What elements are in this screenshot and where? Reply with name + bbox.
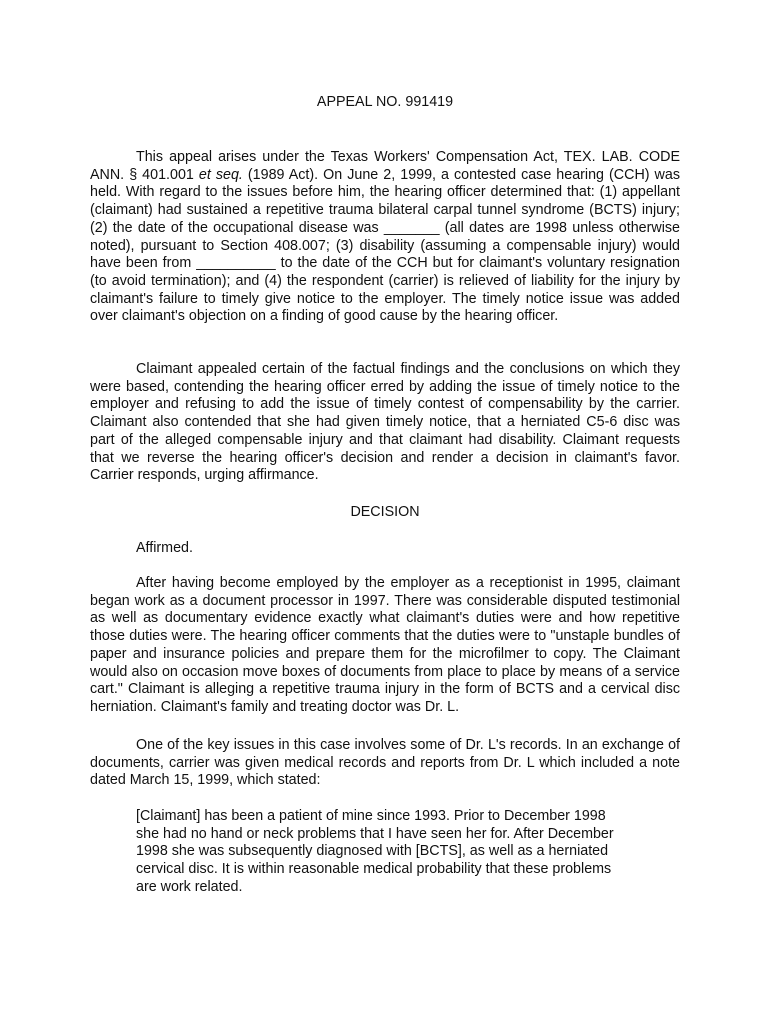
paragraph-employment-text: After having become employed by the employer as a receptionist in 1995, claimant began work as a document processor in 1997. There was considerable disputed testimonial as well as documentary evidence exactly what claimant's duties were and how repetitive those duties were. The hearing officer comments that the duties were to "unstaple bundles of paper and insurance policies and prepare them for the microfilmer to copy. The Claimant would also on occasion move boxes of documents from place to place by means of a service cart." Claimant is alleging a repetitive trauma injury in the form of BCTS and a cervical disc herniation. Claimant's family and treating doctor was Dr. L. <box>90 575 680 715</box>
block-quote <box>136 808 636 897</box>
quote-line: [Claimant] has been a patient of mine since 1993. Prior to December 1998 <box>136 808 606 824</box>
paragraph-records-text: One of the key issues in this case involves some of Dr. L's records. In an exchange of documents, carrier was given medical records and reports from Dr. L which included a note dated March 15, 1999, which stated: <box>90 737 680 789</box>
document-title: APPEAL NO. 991419 <box>316 94 454 110</box>
paragraph-records <box>90 737 680 790</box>
paragraph-intro <box>90 149 680 326</box>
quote-line: she had no hand or neck problems that I have seen her for. After December <box>136 825 614 842</box>
paragraph-employment <box>90 575 680 717</box>
paragraph-intro-italic: et seq. <box>198 166 243 183</box>
paragraph-appeal-text: Claimant appealed certain of the factual findings and the conclusions on which they were based, contending the hearing officer erred by adding the issue of timely notice to the employer and refusing to add the issue of timely contest of compensability by the carrier. Claimant also contended that she had given timely notice, that a herniated C5-6 disc was part of the alleged compensable injury and that claimant had disability. Claimant requests that we reverse the hearing officer's decision and render a decision in claimant's favor. Carrier responds, urging affirmance. <box>90 361 680 484</box>
quote-line: 1998 she was subsequently diagnosed with [BCTS], as well as a herniated <box>136 843 609 860</box>
decision-heading: DECISION <box>350 504 420 520</box>
quote-line: are work related. <box>136 878 243 895</box>
quote-line: cervical disc. It is within reasonable medical probability that these problems <box>136 861 612 878</box>
paragraph-intro-rest: (1989 Act). On June 2, 1999, a contested case hearing (CCH) was held. With regard to the issues before him, the hearing officer determined that: (1) appellant (claimant) had sustained a repetitive trauma bilateral carpal tunnel syndrome (BCTS) injury; (2) the date of the occupational disease was _______ (all dates are 1998 unless otherwise noted), pursuant to Section 408.007; (3) disability (assuming a compensable injury) would have been from __________ to the date of the CCH but for claimant's voluntary resignation (to avoid termination); and (4) the respondent (carrier) is relieved of liability for the injury by claimant's failure to timely give notice to the employer. The timely notice issue was added over claimant's objection on a finding of good cause by the hearing officer. <box>90 166 680 325</box>
paragraph-intro-lead: This appeal arises under the Texas Workers' Compensation Act, TEX. LAB. CODE ANN. § 401.001 <box>90 149 680 183</box>
affirmed-text: Affirmed. <box>136 540 193 556</box>
paragraph-appeal <box>90 361 680 485</box>
paragraph-affirmed <box>90 540 680 558</box>
